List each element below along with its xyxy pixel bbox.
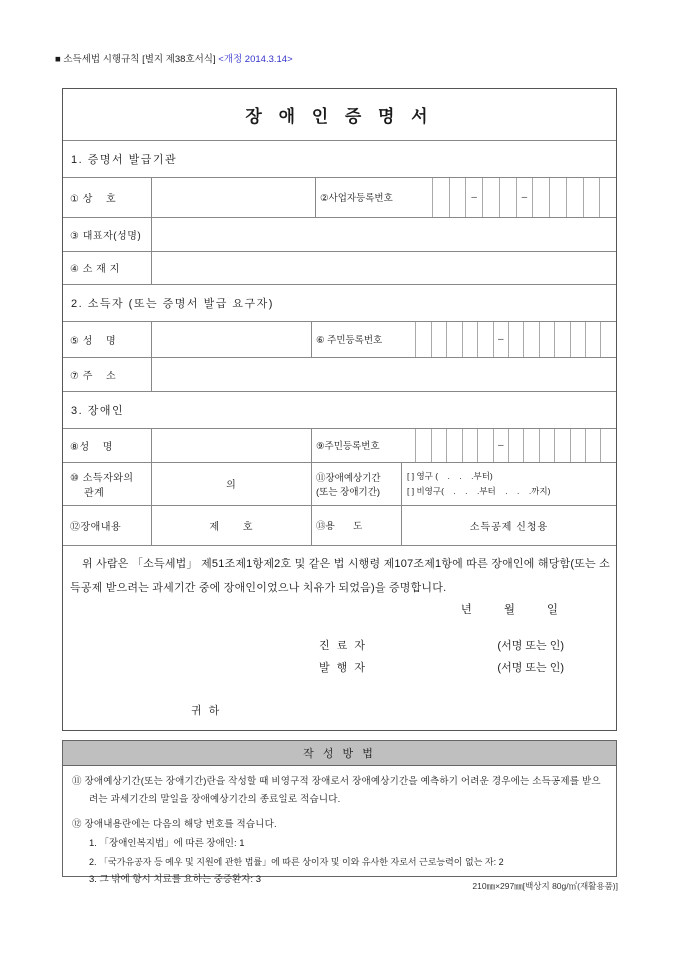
digit-cell[interactable] xyxy=(539,429,554,462)
section-heading-disabled: 3. 장애인 xyxy=(63,391,616,428)
relationship-input[interactable]: 의 xyxy=(151,463,311,505)
digit-cell[interactable] xyxy=(462,322,477,357)
representative-input[interactable] xyxy=(151,218,616,251)
digit-cell[interactable] xyxy=(523,322,538,357)
digit-cell[interactable] xyxy=(566,178,583,217)
digit-cell[interactable] xyxy=(554,322,569,357)
digit-cell[interactable] xyxy=(585,322,600,357)
digit-cell[interactable]: – xyxy=(493,429,508,462)
instructions-box xyxy=(62,740,617,885)
digit-cell[interactable] xyxy=(415,429,430,462)
page-title: 장 애 인 증 명 서 xyxy=(245,106,434,126)
digit-cell[interactable] xyxy=(446,429,461,462)
issuer-signature-area[interactable]: (서명 또는 인) xyxy=(497,661,564,674)
certification-statement: 위 사람은 「소득세법」 제51조제1항제2호 및 같은 법 시행령 제107조제1항에 따른 장애인에 해당함(또는 소득공제 받으려는 과세기간 중에 장애인이었으나 치유가 되었음)을 증명합니다. xyxy=(70,557,610,594)
earner-rrn-cells[interactable] xyxy=(401,322,616,357)
digit-cell[interactable] xyxy=(401,429,415,462)
digit-cell[interactable] xyxy=(508,429,523,462)
digit-cell[interactable] xyxy=(532,178,549,217)
digit-cell[interactable] xyxy=(432,178,449,217)
instruction-item-12-sub-1: 1. 「장애인복지법」에 따른 장애인: 1 xyxy=(89,838,245,849)
digit-cell[interactable] xyxy=(549,178,566,217)
digit-cell[interactable] xyxy=(499,178,516,217)
option-permanent-checkbox[interactable]: [ ] 영구 ( . . .부터) xyxy=(407,470,493,481)
digit-cell[interactable] xyxy=(431,429,446,462)
company-name-label: ① 상 호 xyxy=(70,193,117,205)
business-reg-no-cells[interactable] xyxy=(416,178,616,217)
form-reference-note xyxy=(55,51,293,65)
digit-cell[interactable] xyxy=(508,322,523,357)
earner-name-label: ⑤ 성 명 xyxy=(70,335,117,347)
digit-cell[interactable] xyxy=(599,178,616,217)
expected-period-label-line2: (또는 장애기간) xyxy=(316,486,381,498)
instruction-item-11: ⑪ 장애예상기간(또는 장애기간)란을 작성할 때 비영구적 장애로서 장애예상기간을 예측하기 어려운 경우에는 소득공제를 받으려는 과세기간의 말일을 장애예상기간의 종료일로 적습니다. xyxy=(72,776,601,805)
option-non-permanent-checkbox[interactable]: [ ] 비영구( . . .부터 . . .까지) xyxy=(407,485,551,496)
digit-cell[interactable] xyxy=(446,322,461,357)
expected-period-label xyxy=(311,463,401,505)
earner-address-input[interactable] xyxy=(151,358,616,391)
instruction-item-12-sub-3: 3. 그 밖에 항시 치료를 요하는 중증환자: 3 xyxy=(89,874,261,885)
certification-statement-block xyxy=(63,545,616,730)
certificate-form xyxy=(62,88,617,731)
relationship-label xyxy=(63,463,151,505)
expected-period-options xyxy=(401,463,616,505)
digit-cell[interactable] xyxy=(449,178,466,217)
disability-content-label: ⑫장애내용 xyxy=(70,521,122,533)
digit-cell[interactable] xyxy=(416,178,432,217)
instruction-item-12-sub-2: 2. 「국가유공자 등 예우 및 지원에 관한 법률」에 따른 상이자 및 이와 유사한 자로서 근로능력이 없는 자: 2 xyxy=(89,857,504,867)
examiner-label: 진 료 자 xyxy=(319,639,367,652)
usage-value: 소득공제 신청용 xyxy=(401,506,616,545)
digit-cell[interactable] xyxy=(583,178,600,217)
digit-cell[interactable] xyxy=(600,429,615,462)
location-input[interactable] xyxy=(151,252,616,284)
representative-label: ③ 대표자(성명) xyxy=(70,230,142,242)
company-name-input[interactable] xyxy=(151,178,315,217)
digit-cell[interactable] xyxy=(401,322,415,357)
digit-cell[interactable]: – xyxy=(465,178,482,217)
section-heading-earner: 2. 소득자 (또는 증명서 발급 요구자) xyxy=(63,284,616,321)
earner-address-label: ⑦ 주 소 xyxy=(70,370,117,382)
digit-cell[interactable] xyxy=(415,322,430,357)
digit-cell[interactable] xyxy=(462,429,477,462)
paper-spec-note: 210㎜×297㎜[백상지 80g/㎡(재활용품)] xyxy=(472,881,618,891)
digit-cell[interactable] xyxy=(570,429,585,462)
examiner-signature-area[interactable]: (서명 또는 인) xyxy=(497,639,564,652)
earner-name-input[interactable] xyxy=(151,322,311,357)
disabled-name-input[interactable] xyxy=(151,429,311,462)
digit-cell[interactable] xyxy=(600,322,615,357)
disability-content-input[interactable]: 제 호 xyxy=(151,506,311,545)
digit-cell[interactable]: – xyxy=(493,322,508,357)
recipient-label: 귀 하 xyxy=(191,704,222,717)
location-label: ④ 소 재 지 xyxy=(70,264,120,275)
digit-cell[interactable] xyxy=(539,322,554,357)
digit-cell[interactable]: – xyxy=(516,178,533,217)
disabled-name-label: ⑧성 명 xyxy=(70,441,113,453)
issuer-label: 발 행 자 xyxy=(319,661,367,674)
date-fill-in[interactable]: 년 월 일 xyxy=(460,603,558,616)
revision-date-note: <개정 2014.3.14> xyxy=(218,54,293,65)
digit-cell[interactable] xyxy=(477,322,492,357)
earner-rrn-label: ⑥ 주민등록번호 xyxy=(311,322,401,357)
digit-cell[interactable] xyxy=(554,429,569,462)
usage-label: ⑬용 도 xyxy=(311,506,401,545)
statute-reference: ■ 소득세법 시행규칙 [별지 제38호서식] xyxy=(55,54,219,65)
digit-cell[interactable] xyxy=(570,322,585,357)
digit-cell[interactable] xyxy=(431,322,446,357)
instruction-item-12: ⑫ 장애내용란에는 다음의 해당 번호를 적습니다. xyxy=(72,819,277,830)
instructions-heading: 작 성 방 법 xyxy=(63,741,616,766)
instructions-body xyxy=(63,766,616,889)
business-reg-no-label: ②사업자등록번호 xyxy=(315,178,416,217)
digit-cell[interactable] xyxy=(477,429,492,462)
expected-period-label-line1: ⑪장애예상기간 xyxy=(316,472,381,484)
disabled-rrn-label: ⑨주민등록번호 xyxy=(311,429,401,462)
digit-cell[interactable] xyxy=(482,178,499,217)
digit-cell[interactable] xyxy=(523,429,538,462)
disabled-rrn-cells[interactable] xyxy=(401,429,616,462)
relationship-label-line2: 관계 xyxy=(84,487,105,499)
relationship-label-line1: ⑩ 소득자와의 xyxy=(70,472,134,484)
section-heading-issuer: 1. 증명서 발급기관 xyxy=(63,140,616,177)
digit-cell[interactable] xyxy=(585,429,600,462)
